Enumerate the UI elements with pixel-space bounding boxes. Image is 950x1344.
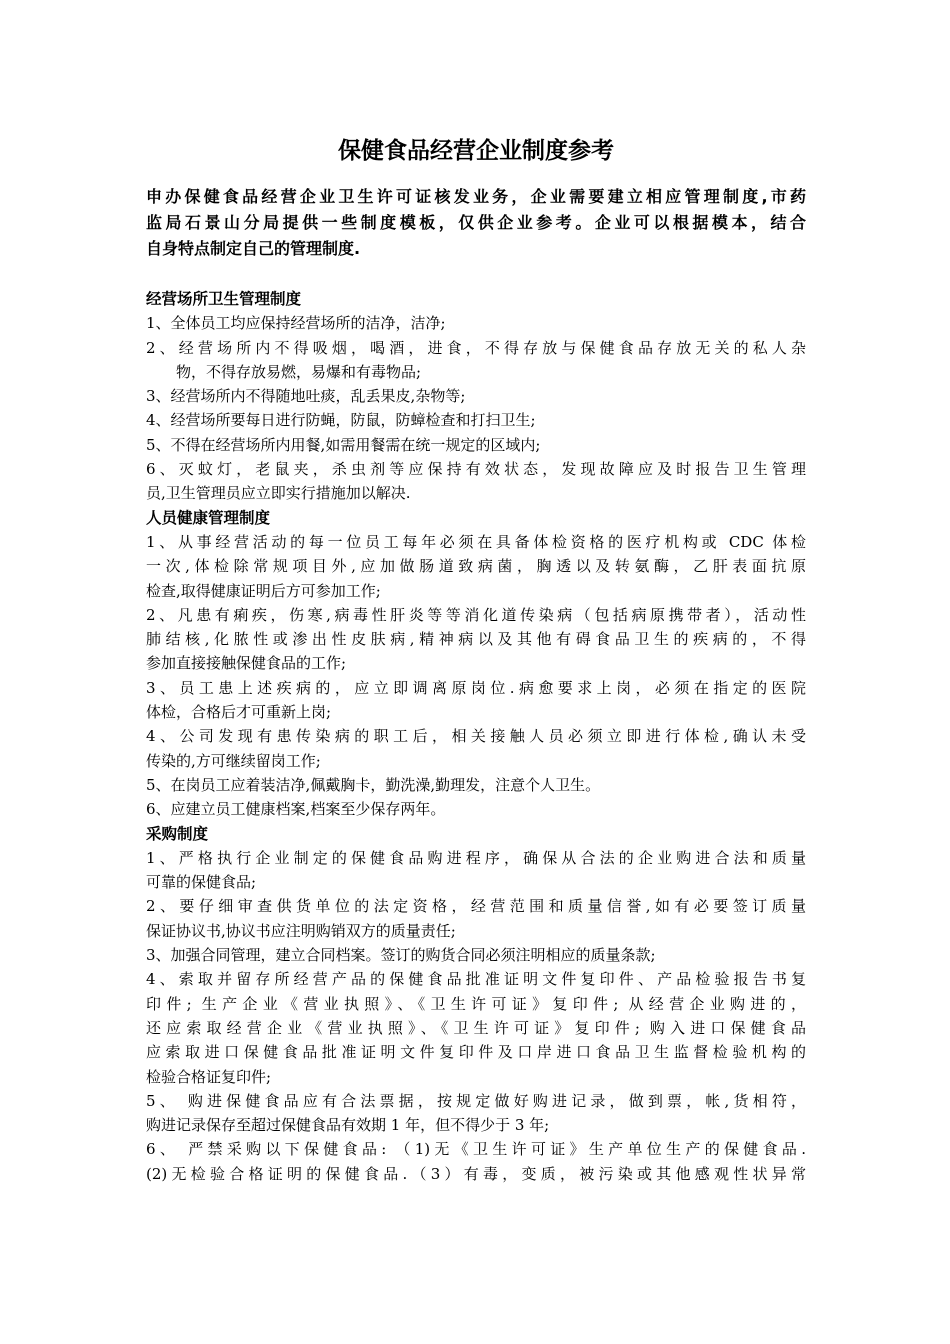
- section-heading-premises-hygiene: 经营场所卫生管理制度: [146, 290, 302, 308]
- document-body: [146, 287, 806, 1186]
- section-line: 参加直接接触保健食品的工作;: [146, 654, 347, 673]
- section-line: 2、要仔细审查供货单位的法定资格，经营范围和质量信誉,如有必要签订质量: [146, 897, 806, 916]
- section-line: 2、经营场所内不得吸烟，喝酒，进食，不得存放与保健食品存放无关的私人杂: [146, 338, 806, 357]
- section-line: 4、索取并留存所经营产品的保健食品批准证明文件复印件、产品检验报告书复: [146, 970, 806, 989]
- intro-paragraph: [146, 184, 806, 262]
- section-line: 1、从事经营活动的每一位员工每年必须在具备体检资格的医疗机构或 CDC 体检: [146, 532, 806, 551]
- section-line: 物，不得存放易燃，易爆和有毒物品;: [176, 362, 422, 381]
- section-line: 3、加强合同管理，建立合同档案。签订的购货合同必须注明相应的质量条款;: [146, 946, 656, 965]
- section-line: 2、凡患有痢疾，伤寒,病毒性肝炎等等消化道传染病（包括病原携带者），活动性: [146, 605, 806, 624]
- section-line: 购进记录保存至超过保健食品有效期 1 年，但不得少于 3 年;: [146, 1116, 550, 1135]
- section-line: 3、员工患上述疾病的，应立即调离原岗位.病愈要求上岗，必须在指定的医院: [146, 678, 806, 697]
- section-line: 应索取进口保健食品批准证明文件复印件及口岸进口食品卫生监督检验机构的: [146, 1043, 806, 1062]
- intro-line: 监局石景山分局提供一些制度模板，仅供企业参考。企业可以根据模本，结合: [146, 213, 806, 232]
- section-line: 可靠的保健食品;: [146, 873, 257, 892]
- section-line: 检查,取得健康证明后方可参加工作;: [146, 581, 381, 600]
- section-line: 1、严格执行企业制定的保健食品购进程序，确保从合法的企业购进合法和质量: [146, 848, 806, 867]
- section-line: 5、 购进保健食品应有合法票据，按规定做好购进记录，做到票，帐,货相符，: [146, 1091, 806, 1110]
- section-line: 4、经营场所要每日进行防蝇，防鼠，防蟑检查和打扫卫生;: [146, 411, 536, 430]
- section-line: 检验合格证复印件;: [146, 1067, 272, 1086]
- intro-line: 申办保健食品经营企业卫生许可证核发业务，企业需要建立相应管理制度,市药: [146, 187, 806, 206]
- section-line: 5、不得在经营场所内用餐,如需用餐需在统一规定的区域内;: [146, 435, 541, 454]
- section-line: 5、在岗员工应着装洁净,佩戴胸卡，勤洗澡,勤理发，注意个人卫生。: [146, 775, 601, 794]
- section-line: 体检，合格后才可重新上岗;: [146, 703, 332, 722]
- section-line: 印件; 生产企业《营业执照》、《卫生许可证》复印件; 从经营企业购进的，: [146, 994, 806, 1013]
- intro-line: 自身特点制定自己的管理制度.: [146, 239, 361, 258]
- section-line: 6、应建立员工健康档案,档案至少保存两年。: [146, 800, 446, 819]
- section-line: 6、 严禁采购以下保健食品: （1)无《卫生许可证》生产单位生产的保健食品.: [146, 1140, 806, 1159]
- section-line: 6、灭蚊灯，老鼠夹，杀虫剂等应保持有效状态，发现故障应及时报告卫生管理: [146, 460, 806, 479]
- section-heading-purchasing: 采购制度: [146, 824, 209, 843]
- section-line: 4、公司发现有患传染病的职工后，相关接触人员必须立即进行体检,确认未受: [146, 727, 806, 746]
- section-line: 还应索取经营企业《营业执照》、《卫生许可证》复印件; 购入进口保健食品: [146, 1018, 806, 1037]
- section-line: 肺结核,化脓性或渗出性皮肤病,精神病以及其他有碍食品卫生的疾病的，不得: [146, 630, 806, 649]
- section-line: 3、经营场所内不得随地吐痰，乱丢果皮,杂物等;: [146, 387, 466, 406]
- section-line: 员,卫生管理员应立即实行措施加以解决.: [146, 484, 411, 503]
- document-title: 保健食品经营企业制度参考: [338, 138, 614, 164]
- section-line: 1、全体员工均应保持经营场所的洁净，洁净;: [146, 314, 446, 333]
- section-line: 一次,体检除常规项目外,应加做肠道致病菌，胸透以及转氨酶，乙肝表面抗原: [146, 557, 806, 576]
- section-line: (2)无检验合格证明的保健食品.（3）有毒，变质，被污染或其他感观性状异常: [146, 1164, 806, 1183]
- section-line: 传染的,方可继续留岗工作;: [146, 751, 321, 770]
- section-line: 保证协议书,协议书应注明购销双方的质量责任;: [146, 921, 456, 940]
- section-heading-staff-health: 人员健康管理制度: [146, 508, 271, 527]
